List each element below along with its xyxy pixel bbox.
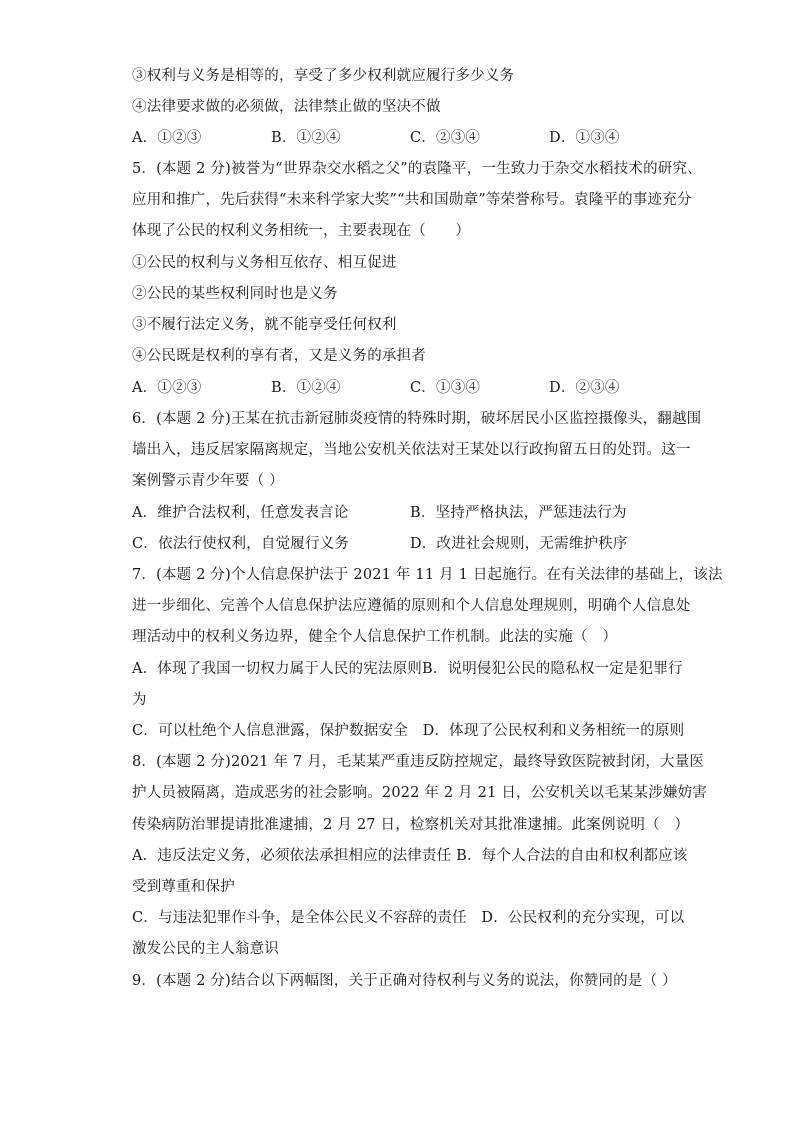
q6-stem-line-2: 墙出入，违反居家隔离规定，当地公安机关依法对王某处以行政拘留五日的处罚。这一 [132,442,691,458]
q5-option-d: D．②③④ [549,380,620,396]
q4-item-4: ④法律要求做的必须做，法律禁止做的坚决不做 [132,99,441,115]
q4-item-3: ③权利与义务是相等的，享受了多少权利就应履行多少义务 [132,68,515,84]
q8-options-line-1: A．违反法定义务，必须依法承担相应的法律责任 B．每个人合法的自由和权利都应该 [132,848,688,864]
q8-stem-line-2: 护人员被隔离，造成恶劣的社会影响。2022 年 2 月 21 日，公安机关以毛某某涉嫌妨害 [132,785,708,801]
q6-option-a: A．维护合法权利，任意发表言论 [132,505,349,521]
q6-stem-line-3: 案例警示青少年要（ ） [132,473,284,489]
q5-item-4: ④公民既是权利的享有者，又是义务的承担者 [132,348,426,364]
q6-option-c: C．依法行使权利，自觉履行义务 [132,536,350,552]
q5-option-a: A．①②③ [132,380,202,396]
q5-stem-line-2: 应用和推广，先后获得“未来科学家大奖”“共和国勋章”等荣誉称号。袁隆平的事迹充分 [132,192,692,208]
q7-options-line-3: C．可以杜绝个人信息泄露，保护数据安全 D．体现了公民权利和义务相统一的原则 [132,723,685,739]
q4-option-b: B．①②④ [271,130,341,146]
q4-option-a: A．①②③ [132,130,202,146]
q5-option-c: C．①③④ [410,380,481,396]
q8-options-line-2: 受到尊重和保护 [132,879,235,895]
q5-stem-line-1: 5．(本题 2 分)被誉为“世界杂交水稻之父”的袁隆平，一生致力于杂交水稻技术的研究、 [132,161,702,177]
q6-stem-line-1: 6．(本题 2 分)王某在抗击新冠肺炎疫情的特殊时期，破坏居民小区监控摄像头，翻越围 [132,411,702,427]
q5-item-3: ③不履行法定义务，就不能享受任何权利 [132,317,397,333]
q4-option-c: C．②③④ [410,130,481,146]
q5-item-2: ②公民的某些权利同时也是义务 [132,286,338,302]
q6-option-d: D．改进社会规则，无需维护秩序 [410,536,628,552]
q4-option-d: D．①③④ [549,130,620,146]
q7-stem-line-3: 理活动中的权利义务边界，健全个人信息保护工作机制。此法的实施（ ） [132,629,618,645]
q6-option-b: B．坚持严格执法，严惩违法行为 [410,505,627,521]
q7-stem-line-2: 进一步细化、完善个人信息保护法应遵循的原则和个人信息处理规则，明确个人信息处 [132,598,691,614]
q8-stem-line-1: 8．(本题 2 分)2021 年 7 月，毛某某严重违反防控规定，最终导致医院被封闭，大量医 [132,754,705,770]
q9-stem-line-1: 9．(本题 2 分)结合以下两幅图，关于正确对待权利与义务的说法，你赞同的是（ ） [132,973,677,989]
q5-item-1: ①公民的权利与义务相互依存、相互促进 [132,255,397,271]
q5-option-b: B．①②④ [271,380,341,396]
q8-stem-line-3: 传染病防治罪提请批准逮捕，2 月 27 日，检察机关对其批准逮捕。此案例说明（ ） [132,817,690,833]
q8-options-line-4: 激发公民的主人翁意识 [132,941,279,957]
q8-options-line-3: C．与违法犯罪作斗争，是全体公民义不容辞的责任 D．公民权利的充分实现，可以 [132,910,685,926]
q5-stem-line-3: 体现了公民的权利义务相统一，主要表现在（ ） [132,223,471,239]
q7-stem-line-1: 7．(本题 2 分)个人信息保护法于 2021 年 11 月 1 日起施行。在有关法律的基础上，该法 [132,567,723,583]
q7-options-line-2: 为 [132,692,147,708]
q7-options-line-1: A．体现了我国一切权力属于人民的宪法原则B．说明侵犯公民的隐私权一定是犯罪行 [132,661,683,677]
